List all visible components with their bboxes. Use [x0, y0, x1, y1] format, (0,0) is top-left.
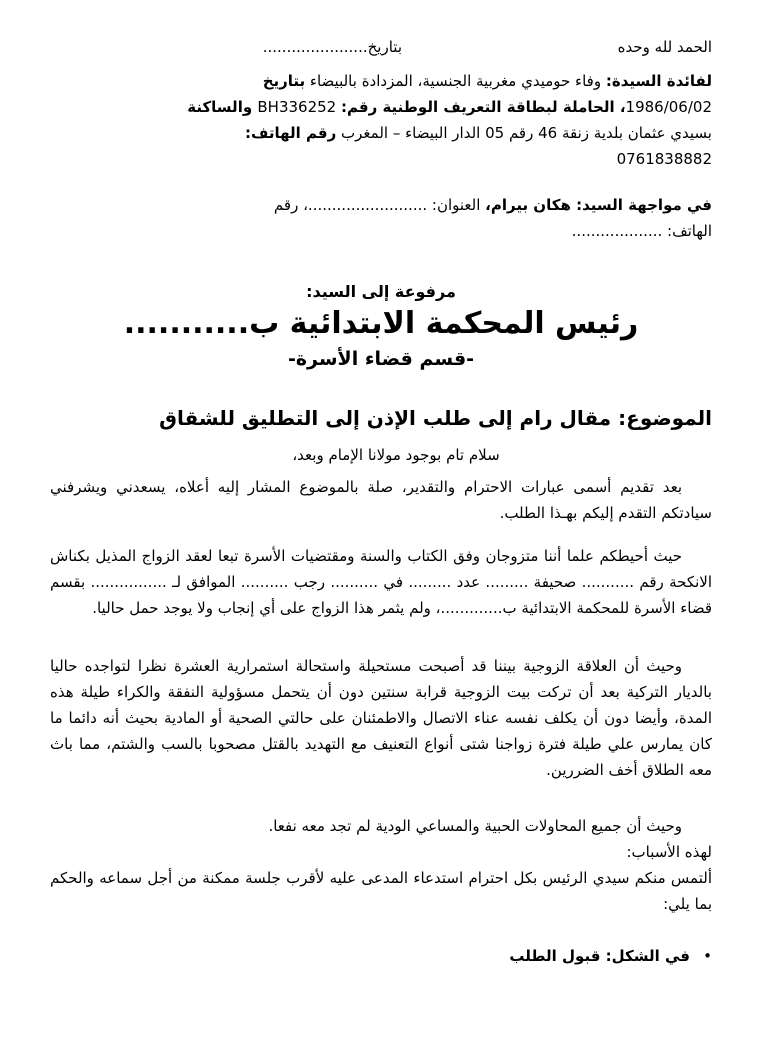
requests-list: [50, 943, 712, 969]
paragraph-grounds: وحيث أن العلاقة الزوجية بيننا قد أصبحت مستحيلة واستحالة استمرارية العشرة نظرا لتواجده حاليا بالديار التركية بعد أن تركت بيت الزوجية قرابة سنتين دون أن يتحمل مسؤولية النفقة والكراء طيلة هذه المدة، وأيضا دون أن يكلف نفسه عناء الاتصال والاطمئنان على حالتي الصحية أو المادية بحيث أنه دائما ما كان يمارس علي طيلة فترة زواجنا شتى أنواع التعنيف مع التهديد بالقتل مصحوبا بالسب والشتم، مما باث معه الطلاق أخف الضررين.: [50, 657, 712, 779]
plaintiff-description: وفاء حوميدي مغربية الجنسية، المزدادة بالبيضاء: [305, 72, 606, 90]
addressed-to: مرفوعة إلى السيد:: [306, 282, 456, 301]
document-page: [0, 34, 768, 1058]
plaintiff-id-number: BH336252: [257, 98, 337, 116]
reasons-block: [50, 839, 712, 917]
subject-line: [50, 402, 712, 434]
bullet-icon: •: [703, 947, 712, 965]
plaintiff-phone-label: رقم الهاتف: [251, 124, 337, 142]
court-title: رئيس المحكمة الابتدائية ب...........: [123, 306, 639, 341]
section-title: -قسم قضاء الأسرة-: [287, 348, 475, 370]
addressee-block: [50, 280, 712, 374]
plaintiff-line-2: [50, 94, 712, 120]
plaintiff-line-3: بسيدي عثمان بلدية زنقة 46 رقم 05 الدار البيضاء – المغرب رقم الهاتف:: [245, 124, 712, 142]
plaintiff-dob: 1986/06/02: [625, 98, 712, 116]
reasons-label: لهذه الأسباب:: [626, 843, 712, 861]
greeting: سلام تام بوجود مولانا الإمام وبعد،: [292, 446, 500, 464]
subject-text: مقال رام إلى طلب الإذن إلى التطليق للشقاق: [159, 406, 619, 430]
defendant-label: في مواجهة السيد: هكان بيرام،: [485, 196, 712, 214]
defendant-phone-line: الهاتف: ...................: [571, 222, 712, 240]
plaintiff-dob-label: بتاريخ: [262, 72, 306, 90]
paragraph-marriage: حيث أحيطكم علما أننا متزوجان وفق الكتاب والسنة ومقتضيات الأسرة تبعا لعقد الزواج المذيل بكناش الانكحة رقم ........... صحيفة ......... عدد ......... في .......... رجب .......... الموافق لـ ................ بقسم قضاء الأسرة للمحكمة الابتدائية ب.............، ولم يثمر هذا الزواج على أي إنجاب ولا يوجد حمل حاليا.: [50, 547, 712, 617]
request-text: قبول الطلب: [509, 947, 606, 965]
paragraph-intro: بعد تقديم أسمى عبارات الاحترام والتقدير، صلة بالموضوع المشار إليه أعلاه، يسعدني ويشرفني سيادتكم التقدم إليكم بهـذا الطلب.: [50, 478, 712, 522]
request-label: في الشكل:: [605, 947, 690, 965]
plaintiff-id-label: ، الحاملة لبطاقة التعريف الوطنية رقم:: [341, 98, 626, 116]
plaintiff-phone: 0761838882: [616, 150, 712, 168]
plaintiff-residence-label: والساكنة: [187, 98, 258, 116]
defendant-block: [50, 192, 712, 244]
date-field: بتاريخ......................: [262, 38, 402, 56]
defendant-address-label: العنوان: .........................، رقم: [273, 196, 486, 214]
paragraph-attempts: وحيث أن جميع المحاولات الحبية والمساعي الودية لم تجد معه نفعا.: [268, 817, 682, 835]
plaintiff-line-4: [50, 146, 712, 172]
document-header: [50, 34, 712, 60]
praise-line: الحمد لله وحده: [617, 38, 712, 56]
reasons-request: ألتمس منكم سيدي الرئيس بكل احترام استدعاء المدعى عليه لأقرب جلسة ممكنة من أجل سماعه والحكم بما يلي:: [50, 869, 712, 913]
subject-label: الموضوع:: [618, 406, 712, 430]
plaintiff-address: بسيدي عثمان بلدية زنقة 46 رقم 05 الدار البيضاء – المغرب: [336, 124, 712, 142]
plaintiff-block: [50, 68, 712, 172]
list-item: [50, 943, 712, 969]
plaintiff-label: لفائدة السيدة:: [605, 72, 712, 90]
plaintiff-line-1: [50, 68, 712, 94]
defendant-line-1: [50, 192, 712, 218]
